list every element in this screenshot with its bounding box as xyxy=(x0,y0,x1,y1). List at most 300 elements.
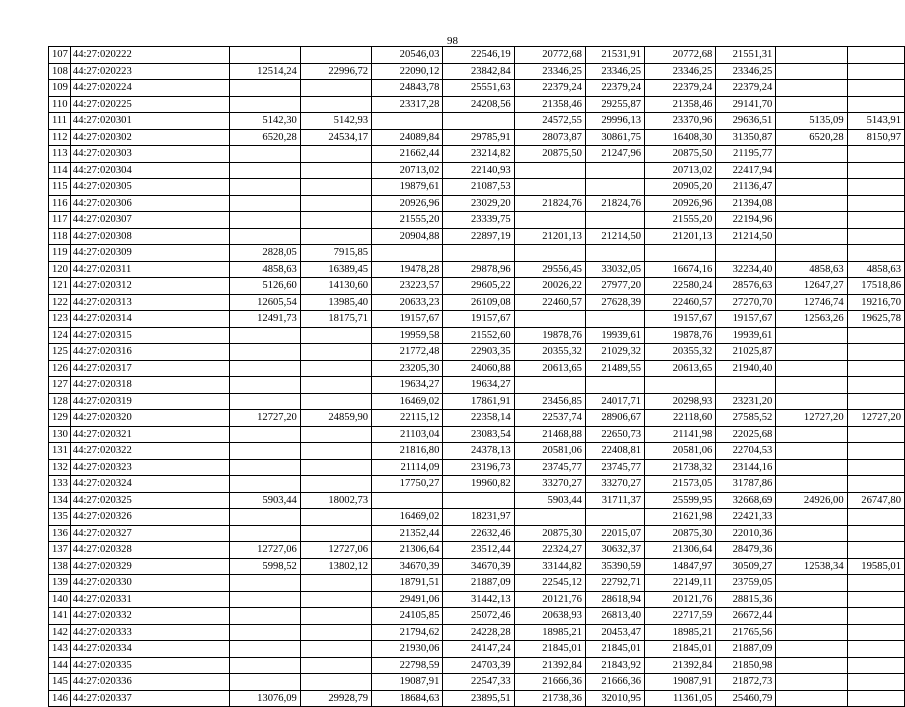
value-cell: 18231,97 xyxy=(443,509,514,526)
cadastral-number-cell: 44:27:020323 xyxy=(70,459,229,476)
value-cell xyxy=(300,80,371,97)
cadastral-number-cell: 44:27:020313 xyxy=(70,294,229,311)
value-cell: 5903,44 xyxy=(229,492,300,509)
value-cell xyxy=(776,641,847,658)
page-number: 98 xyxy=(447,35,458,47)
value-cell: 20633,23 xyxy=(372,294,443,311)
value-cell xyxy=(300,426,371,443)
table-row xyxy=(49,179,905,196)
table-row xyxy=(49,377,905,394)
value-cell: 23317,28 xyxy=(372,96,443,113)
value-cell: 20026,22 xyxy=(514,278,585,295)
value-cell: 16469,02 xyxy=(372,393,443,410)
value-cell: 12491,73 xyxy=(229,311,300,328)
value-cell xyxy=(300,624,371,641)
value-cell xyxy=(847,344,904,361)
value-cell: 30509,27 xyxy=(716,558,776,575)
value-cell: 22149,11 xyxy=(645,575,716,592)
table-row xyxy=(49,591,905,608)
value-cell: 17518,86 xyxy=(847,278,904,295)
value-cell: 21358,46 xyxy=(514,96,585,113)
value-cell: 23339,75 xyxy=(443,212,514,229)
value-cell xyxy=(776,542,847,559)
value-cell: 27270,70 xyxy=(716,294,776,311)
value-cell: 29785,91 xyxy=(443,129,514,146)
value-cell: 21850,98 xyxy=(716,657,776,674)
cadastral-number-cell: 44:27:020314 xyxy=(70,311,229,328)
cadastral-number-cell: 44:27:020225 xyxy=(70,96,229,113)
value-cell xyxy=(585,377,644,394)
row-number-cell: 109 xyxy=(49,80,71,97)
value-cell: 21824,76 xyxy=(585,195,644,212)
value-cell xyxy=(847,179,904,196)
value-cell: 22792,71 xyxy=(585,575,644,592)
value-cell: 21666,36 xyxy=(514,674,585,691)
value-cell xyxy=(229,162,300,179)
value-cell: 29878,96 xyxy=(443,261,514,278)
row-number-cell: 131 xyxy=(49,443,71,460)
value-cell xyxy=(847,327,904,344)
value-cell xyxy=(776,393,847,410)
value-cell xyxy=(229,608,300,625)
value-cell: 21887,09 xyxy=(443,575,514,592)
table-row xyxy=(49,492,905,509)
value-cell: 25599,95 xyxy=(645,492,716,509)
value-cell xyxy=(776,360,847,377)
value-cell: 19216,70 xyxy=(847,294,904,311)
value-cell: 23346,25 xyxy=(514,63,585,80)
row-number-cell: 114 xyxy=(49,162,71,179)
value-cell: 12514,24 xyxy=(229,63,300,80)
table-row xyxy=(49,476,905,493)
value-cell xyxy=(847,212,904,229)
value-cell: 23745,77 xyxy=(514,459,585,476)
value-cell: 31442,13 xyxy=(443,591,514,608)
value-cell: 21352,44 xyxy=(372,525,443,542)
value-cell: 16389,45 xyxy=(300,261,371,278)
row-number-cell: 142 xyxy=(49,624,71,641)
value-cell xyxy=(847,377,904,394)
value-cell: 22460,57 xyxy=(645,294,716,311)
table-row xyxy=(49,360,905,377)
value-cell: 21872,73 xyxy=(716,674,776,691)
cadastral-number-cell: 44:27:020306 xyxy=(70,195,229,212)
value-cell: 23512,44 xyxy=(443,542,514,559)
value-cell xyxy=(776,476,847,493)
value-cell: 12746,74 xyxy=(776,294,847,311)
value-cell xyxy=(514,179,585,196)
value-cell: 28906,67 xyxy=(585,410,644,427)
value-cell: 22417,94 xyxy=(716,162,776,179)
value-cell: 20355,32 xyxy=(645,344,716,361)
value-cell: 21201,13 xyxy=(645,228,716,245)
value-cell xyxy=(847,657,904,674)
value-cell: 21201,13 xyxy=(514,228,585,245)
value-cell: 21195,77 xyxy=(716,146,776,163)
row-number-cell: 107 xyxy=(49,47,71,64)
value-cell: 12727,06 xyxy=(229,542,300,559)
value-cell xyxy=(229,377,300,394)
value-cell xyxy=(847,47,904,64)
value-cell: 29255,87 xyxy=(585,96,644,113)
value-cell: 19634,27 xyxy=(443,377,514,394)
value-cell: 16408,30 xyxy=(645,129,716,146)
cadastral-number-cell: 44:27:020332 xyxy=(70,608,229,625)
value-cell: 22010,36 xyxy=(716,525,776,542)
value-cell: 22650,73 xyxy=(585,426,644,443)
cadastral-number-cell: 44:27:020329 xyxy=(70,558,229,575)
table-row xyxy=(49,212,905,229)
value-cell: 23144,16 xyxy=(716,459,776,476)
value-cell: 19939,61 xyxy=(716,327,776,344)
value-cell: 29996,13 xyxy=(585,113,644,130)
value-cell: 21845,01 xyxy=(514,641,585,658)
table-body xyxy=(49,47,905,707)
value-cell xyxy=(716,245,776,262)
value-cell: 12538,34 xyxy=(776,558,847,575)
cadastral-number-cell: 44:27:020223 xyxy=(70,63,229,80)
value-cell: 13985,40 xyxy=(300,294,371,311)
value-cell xyxy=(847,96,904,113)
value-cell xyxy=(847,228,904,245)
cadastral-number-cell: 44:27:020320 xyxy=(70,410,229,427)
value-cell: 25460,79 xyxy=(716,690,776,707)
value-cell xyxy=(229,443,300,460)
value-cell xyxy=(585,212,644,229)
value-cell: 21887,09 xyxy=(716,641,776,658)
value-cell: 35390,59 xyxy=(585,558,644,575)
value-cell xyxy=(716,377,776,394)
value-cell: 33144,82 xyxy=(514,558,585,575)
value-cell xyxy=(229,146,300,163)
row-number-cell: 140 xyxy=(49,591,71,608)
value-cell: 20713,02 xyxy=(372,162,443,179)
value-cell xyxy=(300,179,371,196)
cadastral-number-cell: 44:27:020331 xyxy=(70,591,229,608)
value-cell: 26813,40 xyxy=(585,608,644,625)
value-cell: 23456,85 xyxy=(514,393,585,410)
value-cell: 20904,88 xyxy=(372,228,443,245)
value-cell xyxy=(847,360,904,377)
cadastral-number-cell: 44:27:020304 xyxy=(70,162,229,179)
value-cell: 22798,59 xyxy=(372,657,443,674)
value-cell: 29556,45 xyxy=(514,261,585,278)
value-cell xyxy=(847,624,904,641)
cadastral-number-cell: 44:27:020337 xyxy=(70,690,229,707)
value-cell: 4858,63 xyxy=(847,261,904,278)
value-cell xyxy=(300,641,371,658)
cadastral-number-cell: 44:27:020318 xyxy=(70,377,229,394)
value-cell xyxy=(229,525,300,542)
value-cell: 22546,19 xyxy=(443,47,514,64)
value-cell xyxy=(776,624,847,641)
table-row xyxy=(49,261,905,278)
value-cell xyxy=(645,377,716,394)
value-cell xyxy=(776,212,847,229)
value-cell xyxy=(229,459,300,476)
value-cell xyxy=(229,624,300,641)
value-cell: 11361,05 xyxy=(645,690,716,707)
value-cell: 25072,46 xyxy=(443,608,514,625)
table-row xyxy=(49,558,905,575)
cadastral-table xyxy=(48,46,905,707)
table-row xyxy=(49,426,905,443)
value-cell: 12727,20 xyxy=(847,410,904,427)
value-cell xyxy=(229,591,300,608)
table-row xyxy=(49,129,905,146)
value-cell xyxy=(300,195,371,212)
value-cell: 24843,78 xyxy=(372,80,443,97)
value-cell: 34670,39 xyxy=(372,558,443,575)
value-cell: 19087,91 xyxy=(645,674,716,691)
value-cell xyxy=(443,492,514,509)
value-cell: 20613,65 xyxy=(514,360,585,377)
value-cell: 21845,01 xyxy=(645,641,716,658)
value-cell: 31350,87 xyxy=(716,129,776,146)
value-cell xyxy=(229,96,300,113)
value-cell xyxy=(514,509,585,526)
value-cell: 23029,20 xyxy=(443,195,514,212)
table-row xyxy=(49,327,905,344)
value-cell: 21025,87 xyxy=(716,344,776,361)
row-number-cell: 126 xyxy=(49,360,71,377)
value-cell: 20121,76 xyxy=(514,591,585,608)
value-cell: 12563,26 xyxy=(776,311,847,328)
cadastral-number-cell: 44:27:020302 xyxy=(70,129,229,146)
value-cell: 21824,76 xyxy=(514,195,585,212)
value-cell: 21029,32 xyxy=(585,344,644,361)
value-cell: 13802,12 xyxy=(300,558,371,575)
value-cell xyxy=(300,360,371,377)
value-cell: 21114,09 xyxy=(372,459,443,476)
value-cell: 23759,05 xyxy=(716,575,776,592)
value-cell: 24534,17 xyxy=(300,129,371,146)
value-cell: 5126,60 xyxy=(229,278,300,295)
value-cell: 21738,36 xyxy=(514,690,585,707)
value-cell xyxy=(514,311,585,328)
row-number-cell: 112 xyxy=(49,129,71,146)
value-cell: 5998,52 xyxy=(229,558,300,575)
value-cell: 28073,87 xyxy=(514,129,585,146)
value-cell: 29636,51 xyxy=(716,113,776,130)
value-cell: 19634,27 xyxy=(372,377,443,394)
value-cell: 19959,58 xyxy=(372,327,443,344)
value-cell: 19478,28 xyxy=(372,261,443,278)
value-cell: 5903,44 xyxy=(514,492,585,509)
table-row xyxy=(49,393,905,410)
value-cell xyxy=(300,327,371,344)
value-cell: 26109,08 xyxy=(443,294,514,311)
value-cell xyxy=(229,179,300,196)
value-cell xyxy=(300,509,371,526)
value-cell xyxy=(776,47,847,64)
value-cell: 14130,60 xyxy=(300,278,371,295)
value-cell: 23346,25 xyxy=(585,63,644,80)
value-cell: 18002,73 xyxy=(300,492,371,509)
value-cell xyxy=(847,641,904,658)
value-cell xyxy=(776,344,847,361)
row-number-cell: 119 xyxy=(49,245,71,262)
value-cell: 23842,84 xyxy=(443,63,514,80)
value-cell: 21214,50 xyxy=(716,228,776,245)
cadastral-number-cell: 44:27:020308 xyxy=(70,228,229,245)
table-row xyxy=(49,228,905,245)
value-cell: 21214,50 xyxy=(585,228,644,245)
value-cell xyxy=(645,245,716,262)
value-cell: 5143,91 xyxy=(847,113,904,130)
value-cell xyxy=(847,146,904,163)
value-cell xyxy=(776,657,847,674)
value-cell: 24378,13 xyxy=(443,443,514,460)
value-cell: 28479,36 xyxy=(716,542,776,559)
table-row xyxy=(49,410,905,427)
value-cell xyxy=(229,195,300,212)
value-cell: 22421,33 xyxy=(716,509,776,526)
value-cell xyxy=(300,674,371,691)
value-cell: 24208,56 xyxy=(443,96,514,113)
value-cell: 21087,53 xyxy=(443,179,514,196)
table-row xyxy=(49,96,905,113)
value-cell: 29928,79 xyxy=(300,690,371,707)
value-cell: 21930,06 xyxy=(372,641,443,658)
value-cell xyxy=(776,146,847,163)
table-row xyxy=(49,525,905,542)
value-cell xyxy=(847,80,904,97)
row-number-cell: 113 xyxy=(49,146,71,163)
value-cell: 16674,16 xyxy=(645,261,716,278)
value-cell: 27977,20 xyxy=(585,278,644,295)
cadastral-number-cell: 44:27:020330 xyxy=(70,575,229,592)
value-cell xyxy=(300,393,371,410)
value-cell: 20875,30 xyxy=(514,525,585,542)
value-cell: 24859,90 xyxy=(300,410,371,427)
value-cell: 27585,52 xyxy=(716,410,776,427)
value-cell xyxy=(372,245,443,262)
value-cell: 29491,06 xyxy=(372,591,443,608)
value-cell: 28576,63 xyxy=(716,278,776,295)
value-cell xyxy=(776,525,847,542)
value-cell: 23214,82 xyxy=(443,146,514,163)
value-cell: 30632,37 xyxy=(585,542,644,559)
value-cell xyxy=(229,476,300,493)
value-cell xyxy=(776,608,847,625)
value-cell: 28618,94 xyxy=(585,591,644,608)
value-cell: 22379,24 xyxy=(585,80,644,97)
cadastral-number-cell: 44:27:020222 xyxy=(70,47,229,64)
row-number-cell: 137 xyxy=(49,542,71,559)
row-number-cell: 139 xyxy=(49,575,71,592)
value-cell xyxy=(776,377,847,394)
value-cell xyxy=(443,113,514,130)
value-cell: 24105,85 xyxy=(372,608,443,625)
value-cell: 19087,91 xyxy=(372,674,443,691)
value-cell xyxy=(847,674,904,691)
table-row xyxy=(49,542,905,559)
row-number-cell: 108 xyxy=(49,63,71,80)
value-cell: 20875,50 xyxy=(645,146,716,163)
value-cell xyxy=(776,179,847,196)
value-cell: 32234,40 xyxy=(716,261,776,278)
value-cell: 21141,98 xyxy=(645,426,716,443)
value-cell: 22580,24 xyxy=(645,278,716,295)
value-cell: 21662,44 xyxy=(372,146,443,163)
row-number-cell: 134 xyxy=(49,492,71,509)
value-cell: 22408,81 xyxy=(585,443,644,460)
value-cell xyxy=(776,195,847,212)
value-cell xyxy=(300,459,371,476)
row-number-cell: 138 xyxy=(49,558,71,575)
value-cell: 23370,96 xyxy=(645,113,716,130)
value-cell: 4858,63 xyxy=(229,261,300,278)
value-cell xyxy=(776,96,847,113)
value-cell: 32010,95 xyxy=(585,690,644,707)
value-cell xyxy=(847,476,904,493)
value-cell xyxy=(776,575,847,592)
cadastral-number-cell: 44:27:020336 xyxy=(70,674,229,691)
value-cell xyxy=(847,575,904,592)
value-cell xyxy=(300,476,371,493)
cadastral-number-cell: 44:27:020335 xyxy=(70,657,229,674)
value-cell xyxy=(229,509,300,526)
value-cell: 19157,67 xyxy=(645,311,716,328)
value-cell xyxy=(229,674,300,691)
value-cell: 19625,78 xyxy=(847,311,904,328)
value-cell: 12727,06 xyxy=(300,542,371,559)
value-cell: 22545,12 xyxy=(514,575,585,592)
value-cell xyxy=(300,146,371,163)
value-cell: 20875,50 xyxy=(514,146,585,163)
value-cell xyxy=(847,591,904,608)
value-cell: 22460,57 xyxy=(514,294,585,311)
value-cell xyxy=(514,245,585,262)
value-cell: 2828,05 xyxy=(229,245,300,262)
value-cell: 16469,02 xyxy=(372,509,443,526)
value-cell: 20355,32 xyxy=(514,344,585,361)
value-cell xyxy=(514,212,585,229)
value-cell: 20581,06 xyxy=(514,443,585,460)
value-cell: 21306,64 xyxy=(372,542,443,559)
value-cell: 4858,63 xyxy=(776,261,847,278)
value-cell: 17861,91 xyxy=(443,393,514,410)
value-cell xyxy=(229,575,300,592)
table-row xyxy=(49,63,905,80)
value-cell: 20613,65 xyxy=(645,360,716,377)
value-cell: 23231,20 xyxy=(716,393,776,410)
value-cell: 5142,93 xyxy=(300,113,371,130)
value-cell: 24926,00 xyxy=(776,492,847,509)
value-cell: 20713,02 xyxy=(645,162,716,179)
row-number-cell: 127 xyxy=(49,377,71,394)
row-number-cell: 123 xyxy=(49,311,71,328)
table-row xyxy=(49,146,905,163)
value-cell xyxy=(300,591,371,608)
row-number-cell: 121 xyxy=(49,278,71,295)
value-cell: 22704,53 xyxy=(716,443,776,460)
value-cell: 20298,93 xyxy=(645,393,716,410)
value-cell: 18684,63 xyxy=(372,690,443,707)
value-cell xyxy=(300,344,371,361)
value-cell: 24060,88 xyxy=(443,360,514,377)
value-cell: 12605,54 xyxy=(229,294,300,311)
value-cell: 22547,33 xyxy=(443,674,514,691)
row-number-cell: 122 xyxy=(49,294,71,311)
table-row xyxy=(49,674,905,691)
row-number-cell: 116 xyxy=(49,195,71,212)
value-cell: 22025,68 xyxy=(716,426,776,443)
value-cell xyxy=(585,162,644,179)
row-number-cell: 129 xyxy=(49,410,71,427)
cadastral-number-cell: 44:27:020224 xyxy=(70,80,229,97)
